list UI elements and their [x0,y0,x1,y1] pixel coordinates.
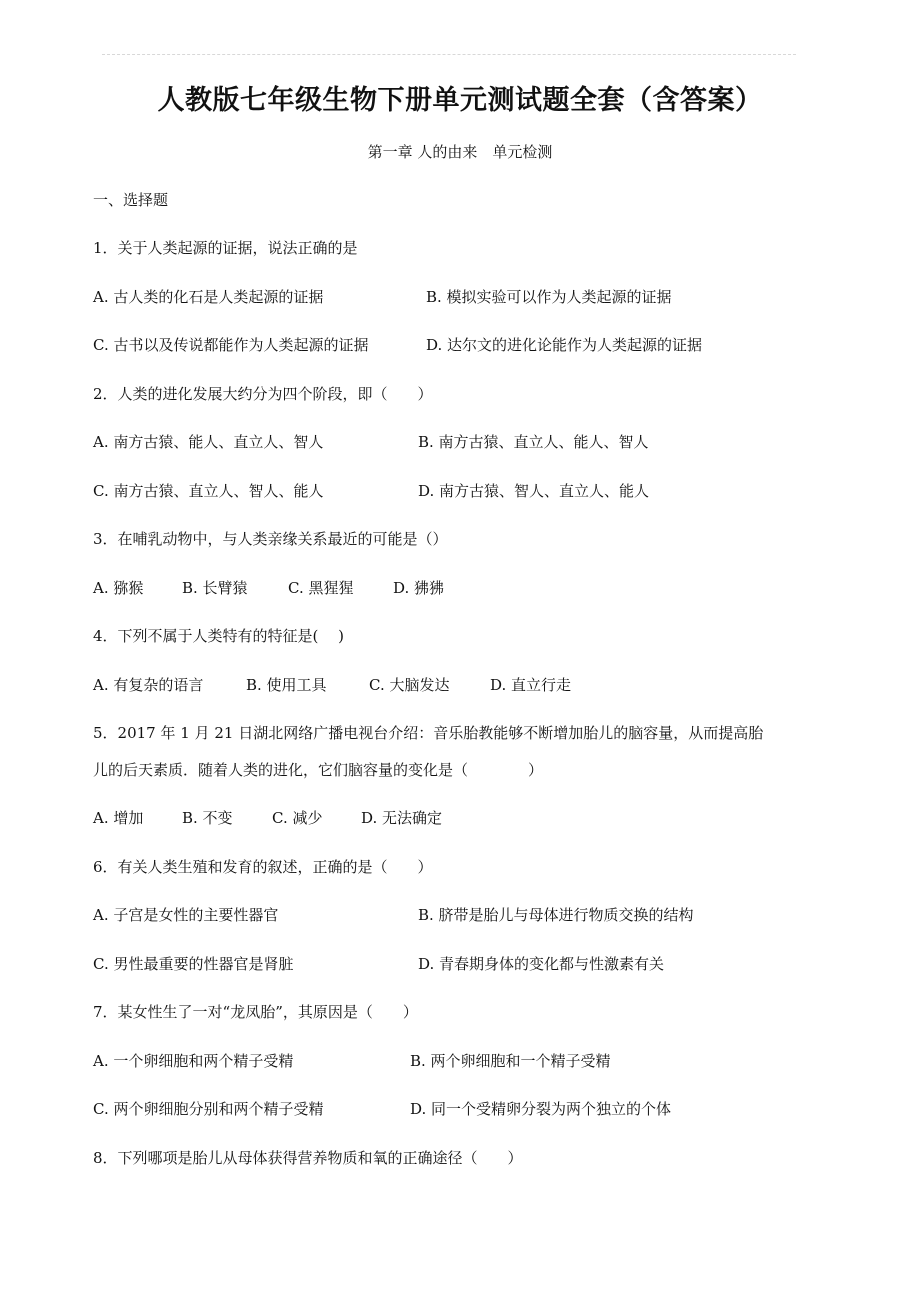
question-4-option-a: A. 有复杂的语言 [93,676,204,694]
question-6-option-d: D. 青春期身体的变化都与性激素有关 [418,955,665,973]
question-5-option-c: C. 减少 [272,809,323,827]
question-4-option-b: B. 使用工具 [246,676,327,694]
question-6-option-a: A. 子宫是女性的主要性器官 [93,906,279,924]
question-6-option-b: B. 脐带是胎儿与母体进行物质交换的结构 [418,906,694,924]
question-6-stem: 6．有关人类生殖和发育的叙述，正确的是（ ） [93,858,433,876]
question-6-option-c: C. 男性最重要的性器官是肾脏 [93,955,294,973]
question-5-option-b: B. 不变 [182,809,233,827]
question-5-option-d: D. 无法确定 [361,809,443,827]
question-4-stem: 4．下列不属于人类特有的特征是( ) [93,627,345,645]
question-2-option-d: D. 南方古猿、智人、直立人、能人 [418,482,650,500]
page-title: 人教版七年级生物下册单元测试题全套（含答案） [157,85,763,116]
question-3-option-a: A. 猕猴 [93,579,144,597]
question-5-option-a: A. 增加 [93,809,144,827]
question-3-option-c: C. 黑猩猩 [288,579,354,597]
chapter-heading: 第一章 人的由来 单元检测 [367,143,553,161]
question-7-stem: 7．某女性生了一对“龙凤胎”，其原因是（ ） [93,1003,418,1021]
question-1-option-b: B. 模拟实验可以作为人类起源的证据 [426,288,672,306]
question-7-option-c: C. 两个卵细胞分别和两个精子受精 [93,1100,324,1118]
section-heading: 一、选择题 [93,191,169,209]
question-3-option-d: D. 狒狒 [393,579,445,597]
question-4-option-c: C. 大脑发达 [369,676,450,694]
question-2-option-c: C. 南方古猿、直立人、智人、能人 [93,482,324,500]
question-3-stem: 3．在哺乳动物中，与人类亲缘关系最近的可能是（） [93,530,448,548]
question-7-option-d: D. 同一个受精卵分裂为两个独立的个体 [410,1100,672,1118]
question-8-stem: 8．下列哪项是胎儿从母体获得营养物质和氧的正确途径（ ） [93,1149,523,1167]
question-5-stem: 5．2017 年 1 月 21 日湖北网络广播电视台介绍：音乐胎教能够不断增加胎儿的脑容量，从而提高胎 [93,724,764,742]
question-2-stem: 2．人类的进化发展大约分为四个阶段，即（ ） [93,385,433,403]
question-1-stem: 1．关于人类起源的证据，说法正确的是 [93,239,358,257]
question-1-option-d: D. 达尔文的进化论能作为人类起源的证据 [426,336,703,354]
question-7-option-a: A. 一个卵细胞和两个精子受精 [93,1052,294,1070]
question-4-option-d: D. 直立行走 [490,676,572,694]
question-7-option-b: B. 两个卵细胞和一个精子受精 [410,1052,611,1070]
question-5-stem-continued: 儿的后天素质．随着人类的进化，它们脑容量的变化是（ ） [93,761,544,779]
question-2-option-b: B. 南方古猿、直立人、能人、智人 [418,433,649,451]
header-rule [102,54,796,55]
question-2-option-a: A. 南方古猿、能人、直立人、智人 [93,433,324,451]
question-1-option-c: C. 古书以及传说都能作为人类起源的证据 [93,336,369,354]
question-3-option-b: B. 长臂猿 [182,579,248,597]
question-1-option-a: A. 古人类的化石是人类起源的证据 [93,288,324,306]
